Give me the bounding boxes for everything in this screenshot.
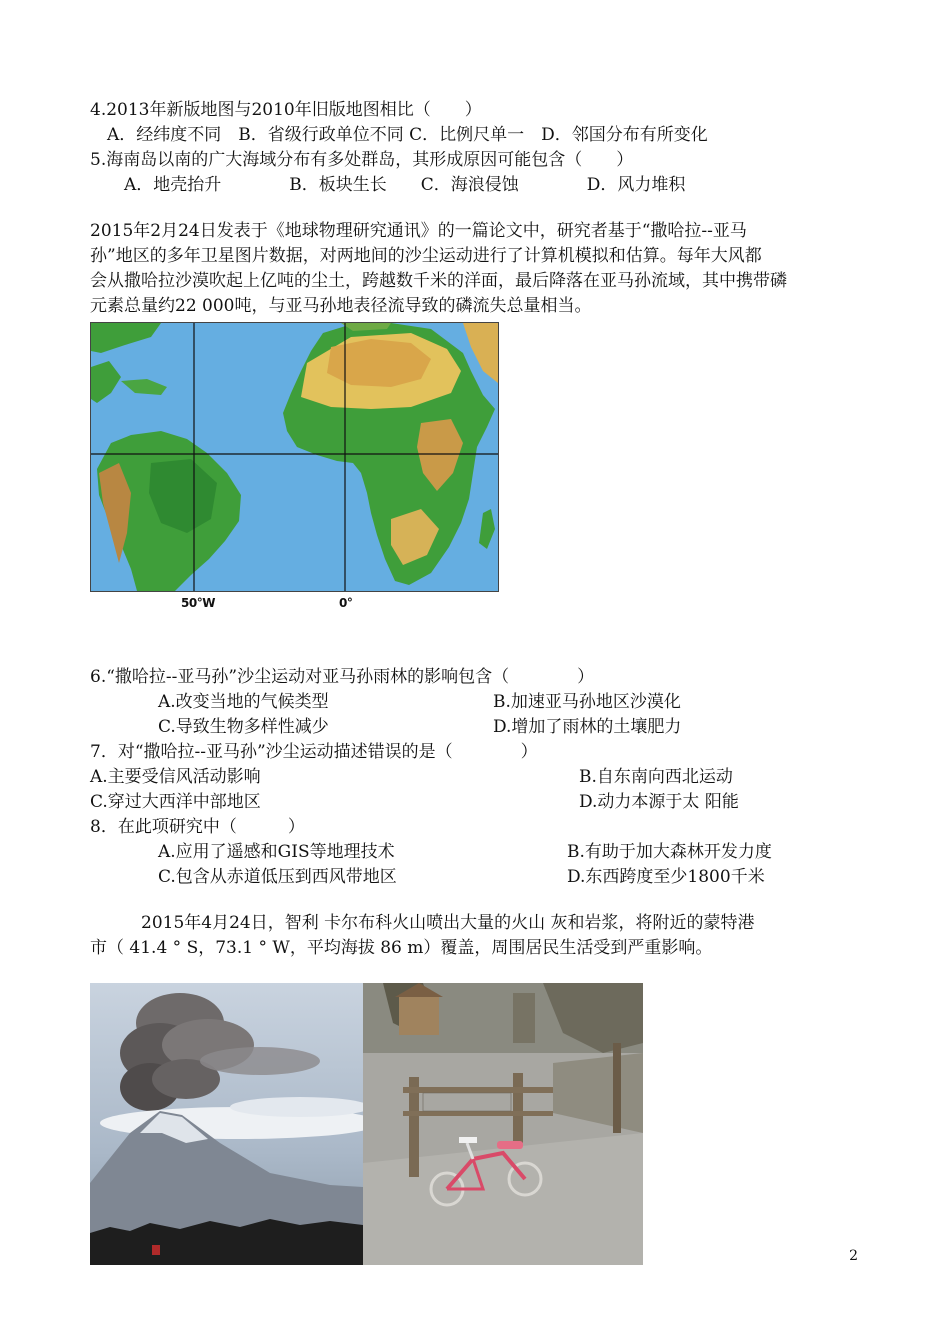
map-label-0: 0° [339, 596, 353, 610]
passage1-line-4: 元素总量约22 000吨，与亚马孙地表径流导致的磷流失总量相当。 [90, 296, 592, 316]
q5-stem: 5.海南岛以南的广大海域分布有多处群岛，其形成原因可能包含（ ） [90, 150, 634, 170]
q7-option-d: D.动力本源于太 阳能 [579, 792, 739, 812]
q8-option-d: D.东西跨度至少1800千米 [567, 867, 765, 887]
passage1-line-2: 孙”地区的多年卫星图片数据，对两地间的沙尘运动进行了计算机模拟和估算。每年大风都 [90, 246, 762, 266]
q4-options: A．经纬度不同 B．省级行政单位不同 C．比例尺单一 D．邻国分布有所变化 [90, 125, 708, 145]
ash-covered-bicycle-photo [363, 983, 643, 1265]
q6-option-d: D.增加了雨林的土壤肥力 [493, 717, 682, 737]
q7-stem: 7．对“撒哈拉--亚马孙”沙尘运动描述错误的是（ ） [90, 742, 538, 762]
q7-option-a: A.主要受信风活动影响 [90, 767, 261, 787]
q6-option-b: B.加速亚马孙地区沙漠化 [493, 692, 681, 712]
map-label-50w: 50°W [181, 596, 215, 610]
passage2-line-1: 2015年4月24日，智利 卡尔布科火山喷出大量的火山 灰和岩浆，将附近的蒙特港 [90, 913, 755, 933]
q6-stem: 6.“撒哈拉--亚马孙”沙尘运动对亚马孙雨林的影响包含（ ） [90, 667, 595, 687]
q6-option-a: A.改变当地的气候类型 [158, 692, 329, 712]
passage1-line-1: 2015年2月24日发表于《地球物理研究通讯》的一篇论文中，研究者基于“撒哈拉--亚马 [90, 221, 747, 241]
q7-option-b: B.自东南向西北运动 [579, 767, 733, 787]
q8-option-c: C.包含从赤道低压到西风带地区 [158, 867, 397, 887]
q7-option-c: C.穿过大西洋中部地区 [90, 792, 261, 812]
map-drawing [91, 323, 498, 591]
page-number: 2 [849, 1248, 858, 1264]
q5-options: A．地壳抬升 B．板块生长 C．海浪侵蚀 D．风力堆积 [90, 175, 686, 195]
passage1-line-3: 会从撒哈拉沙漠吹起上亿吨的尘土，跨越数千米的洋面，最后降落在亚马孙流域，其中携带磷 [90, 271, 787, 291]
q8-stem: 8．在此项研究中（ ） [90, 817, 305, 837]
q8-option-a: A.应用了遥感和GIS等地理技术 [158, 842, 395, 862]
q8-option-b: B.有助于加大森林开发力度 [567, 842, 772, 862]
passage2-line-2: 市（ 41.4 ° S，73.1 ° W，平均海拔 86 m）覆盖，周围居民生活受到严重影响。 [90, 938, 713, 958]
atlantic-relief-map [90, 322, 499, 592]
volcano-eruption-photo [90, 983, 363, 1265]
q4-stem: 4.2013年新版地图与2010年旧版地图相比（ ） [90, 100, 482, 120]
q6-option-c: C.导致生物多样性减少 [158, 717, 329, 737]
